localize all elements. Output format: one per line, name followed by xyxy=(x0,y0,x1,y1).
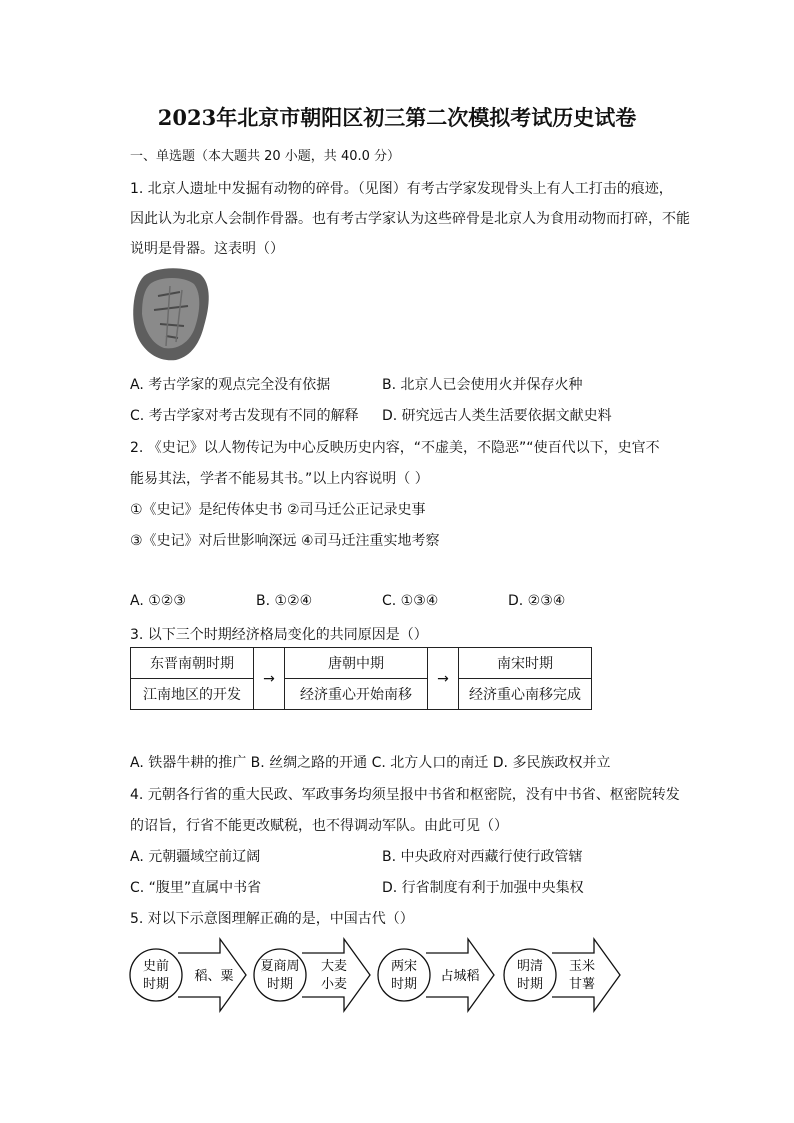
q1-line-1: 1. 北京人遗址中发掘有动物的碎骨。（见图）有考古学家发现骨头上有人工打击的痕迹， xyxy=(130,181,673,197)
q2-line-4: ③《史记》对后世影响深远 ④司马迁注重实地考察 xyxy=(130,533,440,549)
q4-option-a: A. 元朝疆域空前辽阔 xyxy=(130,849,261,865)
q2-line-2: 能易其法，学者不能易其书。”以上内容说明（ ） xyxy=(130,471,429,487)
stage-4 xyxy=(504,939,620,1011)
stage-4-period-1: 明清 xyxy=(516,959,544,974)
arrow-1: → xyxy=(254,648,285,710)
q4-line-1: 4. 元朝各行省的重大民政、军政事务均须呈报中书省和枢密院，没有中书省、枢密院转发 xyxy=(130,787,680,803)
q5-line: 5. 对以下示意图理解正确的是，中国古代（） xyxy=(130,911,414,927)
q1-line-2: 因此认为北京人会制作骨器。也有考古学家认为这些碎骨是北京人为食用动物而打碎，不能 xyxy=(130,211,690,227)
stage-3-crop-1: 占城稻 xyxy=(440,969,480,984)
q2-option-d: D. ②③④ xyxy=(508,593,566,609)
stage-2-period-2: 时期 xyxy=(266,977,294,992)
stage-3 xyxy=(378,939,494,1011)
q3-line: 3. 以下三个时期经济格局变化的共同原因是（） xyxy=(130,627,428,643)
table-period-3: 南宋时期 xyxy=(459,648,592,679)
stage-2-crop-1: 大麦 xyxy=(320,959,348,974)
stage-4-crop-2: 甘薯 xyxy=(568,977,596,992)
q4-option-b: B. 中央政府对西藏行使行政管辖 xyxy=(382,849,583,865)
table-event-2: 经济重心开始南移 xyxy=(285,679,428,710)
stage-4-period-2: 时期 xyxy=(516,977,544,992)
q2-line-3: ①《史记》是纪传体史书 ②司马迁公正记录史事 xyxy=(130,502,426,518)
q1-option-d: D. 研究远古人类生活要依据文献史料 xyxy=(382,408,612,424)
stage-1-period-1: 史前 xyxy=(142,959,170,974)
stage-3-period-2: 时期 xyxy=(390,977,418,992)
table-event-3: 经济重心南移完成 xyxy=(459,679,592,710)
q1-line-3: 说明是骨器。这表明（） xyxy=(130,241,284,257)
stage-4-crop-1: 玉米 xyxy=(568,959,596,974)
q4-option-c: C. “腹里”直属中书省 xyxy=(130,880,262,896)
page-title: 2023年北京市朝阳区初三第二次模拟考试历史试卷 xyxy=(157,105,637,130)
q2-option-c: C. ①③④ xyxy=(382,593,439,609)
arrow-2: → xyxy=(428,648,459,710)
table-period-2: 唐朝中期 xyxy=(285,648,428,679)
economic-shift-table xyxy=(130,647,592,710)
q1-option-a: A. 考古学家的观点完全没有依据 xyxy=(130,377,331,393)
stage-3-period-1: 两宋 xyxy=(390,959,418,974)
q2-line-1: 2. 《史记》以人物传记为中心反映历史内容，“不虚美，不隐恶”“使百代以下，史官不 xyxy=(130,440,660,456)
crop-timeline-diagram xyxy=(128,935,623,1015)
q2-option-a: A. ①②③ xyxy=(130,593,186,609)
stage-2 xyxy=(254,939,370,1011)
q4-option-d: D. 行省制度有利于加强中央集权 xyxy=(382,880,584,896)
section-heading: 一、单选题（本大题共 20 小题，共 40.0 分） xyxy=(130,149,401,164)
q1-option-b: B. 北京人已会使用火并保存火种 xyxy=(382,377,583,393)
q1-option-c: C. 考古学家对考古发现有不同的解释 xyxy=(130,408,359,424)
stage-1-crop-1: 稻、粟 xyxy=(194,969,234,984)
stage-1 xyxy=(130,939,246,1011)
table-event-1: 江南地区的开发 xyxy=(131,679,254,710)
stage-2-period-1: 夏商周 xyxy=(260,959,300,974)
stage-1-period-2: 时期 xyxy=(142,977,170,992)
stage-2-crop-2: 小麦 xyxy=(320,977,348,992)
q3-options: A. 铁器牛耕的推广 B. 丝绸之路的开通 C. 北方人口的南迁 D. 多民族政权并立 xyxy=(130,755,611,771)
q4-line-2: 的诏旨，行省不能更改赋税，也不得调动军队。由此可见（） xyxy=(130,818,508,834)
table-period-1: 东晋南朝时期 xyxy=(131,648,254,679)
q2-option-b: B. ①②④ xyxy=(256,593,313,609)
bone-fossil-image xyxy=(130,266,212,362)
